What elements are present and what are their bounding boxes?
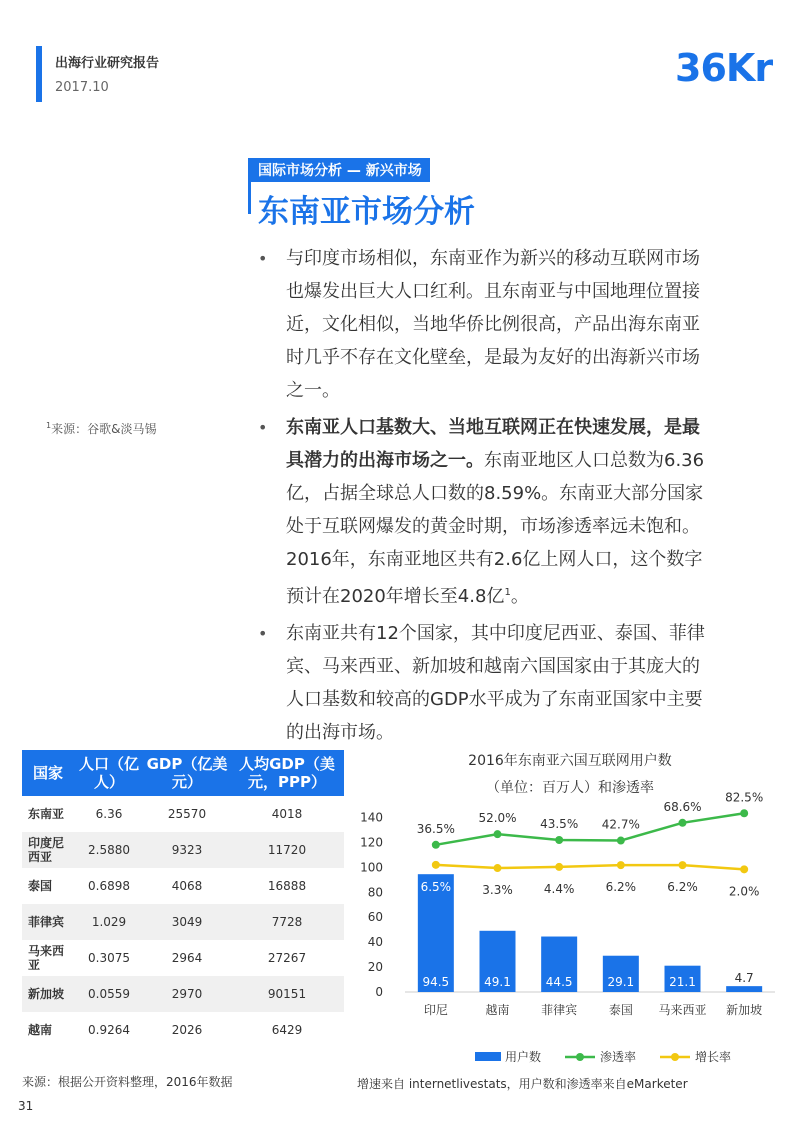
bar-value-label: 44.5	[545, 975, 573, 989]
col-header-population: 人口（亿人）	[74, 750, 144, 796]
cell-country: 泰国	[28, 879, 53, 893]
growth-point	[432, 861, 440, 869]
y-tick-label: 100	[360, 860, 383, 875]
cell-gdp: 4068	[171, 879, 203, 893]
bullet-item	[256, 242, 710, 407]
penetration-point	[679, 819, 687, 827]
source-note-right: 增速来自 internetlivestats，用户数和渗透率来自eMarketer	[357, 1077, 688, 1091]
y-tick-label: 80	[367, 885, 383, 900]
penetration-point	[494, 830, 502, 838]
growth-label: 2.0%	[728, 884, 760, 899]
bullet-item	[256, 617, 710, 749]
penetration-point	[432, 841, 440, 849]
table-row	[22, 796, 344, 832]
y-tick-label: 0	[375, 985, 383, 999]
bar-value-label: 49.1	[484, 975, 511, 989]
bullet-bold: 东南亚人口基数大、当地互联网正在快速发展，是最具潜力的出海市场之一。	[286, 417, 700, 471]
penetration-label: 52.0%	[478, 811, 517, 826]
cell-gdp-per-capita: 4018	[271, 807, 303, 821]
report-title: 出海行业研究报告	[55, 56, 160, 71]
penetration-label: 68.6%	[663, 799, 702, 814]
x-tick-label: 新加坡	[726, 1003, 763, 1017]
cell-gdp-per-capita: 7728	[230, 904, 344, 940]
source-note-left: 来源：根据公开资料整理，2016年数据	[22, 1075, 233, 1089]
bar-value-label: 21.1	[669, 975, 696, 989]
penetration-label: 82.5%	[725, 790, 764, 805]
cell-country: 印度尼西亚	[22, 832, 74, 868]
cell-gdp-per-capita: 6429	[271, 1023, 303, 1037]
cell-gdp: 9323	[144, 832, 230, 868]
cell-population: 0.6898	[88, 879, 130, 893]
bullet-item	[256, 411, 710, 613]
growth-point	[555, 863, 563, 871]
footnote-text: 来源：谷歌&淡马锡	[51, 422, 157, 436]
penetration-point	[740, 809, 748, 817]
x-tick-label: 马来西亚	[658, 1003, 707, 1017]
growth-point	[617, 861, 625, 869]
section-label: 国际市场分析 — 新兴市场	[250, 158, 430, 182]
legend-swatch-users	[475, 1052, 501, 1061]
chart-title: 2016年东南亚六国互联网用户数	[468, 753, 672, 769]
growth-label: 4.4%	[543, 881, 575, 896]
bullet-text: 东南亚地区人口总数为6.36亿，占据全球总人口数的8.59%。东南亚大部分国家处于互联网爆发的黄金时期，市场渗透率远未饱和。2016年，东南亚地区共有2.6亿上网人口，这个数字预计在2020年增长至4.8亿	[286, 450, 705, 607]
table-row	[22, 976, 344, 1012]
bar-新加坡	[726, 986, 762, 992]
growth-label: 6.2%	[605, 880, 637, 895]
cell-country: 东南亚	[28, 807, 65, 821]
internet-users-chart	[350, 790, 780, 1075]
legend-marker-penetration	[576, 1053, 584, 1061]
y-tick-label: 140	[360, 810, 383, 825]
cell-gdp: 25570	[167, 807, 207, 821]
penetration-label: 42.7%	[601, 817, 640, 832]
growth-line	[436, 865, 744, 869]
table-row	[22, 940, 344, 976]
growth-point	[679, 861, 687, 869]
legend-marker-growth	[671, 1053, 679, 1061]
cell-population: 0.9264	[88, 1023, 130, 1037]
growth-point	[740, 865, 748, 873]
cell-gdp-per-capita: 11720	[230, 832, 344, 868]
table-header-row	[22, 750, 344, 796]
x-tick-label: 菲律宾	[541, 1003, 578, 1017]
table-row	[22, 904, 344, 940]
cell-population: 6.36	[95, 807, 123, 821]
cell-country: 菲律宾	[22, 904, 74, 940]
legend-label-penetration: 渗透率	[600, 1050, 637, 1064]
y-tick-label: 120	[360, 835, 383, 850]
footnote-marker: 1	[46, 421, 52, 430]
table-row	[22, 832, 344, 868]
table-row	[22, 868, 344, 904]
growth-label: 6.5%	[420, 879, 452, 894]
bullet-text: 与印度市场相似，东南亚作为新兴的移动互联网市场也爆发出巨大人口红利。且东南亚与中国地理位置接近，文化相似，当地华侨比例很高，产品出海东南亚时几乎不存在文化壁垒，是最为友好的出海新兴市场之一。	[286, 248, 700, 401]
cell-gdp: 2026	[171, 1023, 203, 1037]
bullet-footnote-ref: 1	[504, 587, 511, 598]
bullet-list	[256, 242, 710, 753]
page-number: 31	[18, 1099, 34, 1113]
growth-point	[494, 864, 502, 872]
bar-value-label: 4.7	[734, 971, 754, 986]
y-tick-label: 20	[367, 960, 383, 975]
logo-suffix: Kr	[725, 46, 773, 90]
bullet-tail: 。	[510, 586, 529, 607]
penetration-point	[555, 836, 563, 844]
bar-value-label: 94.5	[422, 975, 450, 989]
growth-label: 6.2%	[667, 880, 698, 895]
growth-label: 3.3%	[482, 883, 513, 898]
bar-value-label: 29.1	[607, 975, 635, 989]
x-tick-label: 泰国	[608, 1003, 633, 1017]
country-data-table	[22, 750, 344, 1048]
footnote	[46, 420, 156, 437]
bullet-text: 东南亚共有12个国家，其中印度尼西亚、泰国、菲律宾、马来西亚、新加坡和越南六国国家由于其庞大的人口基数和较高的GDP水平成为了东南亚国家中主要的出海市场。	[286, 623, 705, 743]
col-header-gdp: GDP（亿美元）	[144, 750, 230, 796]
brand-logo	[675, 46, 772, 90]
report-date: 2017.10	[55, 80, 109, 95]
cell-gdp: 2964	[171, 951, 203, 965]
cell-gdp-per-capita: 90151	[230, 976, 344, 1012]
legend-label-users: 用户数	[505, 1050, 542, 1064]
legend-label-growth: 增长率	[695, 1050, 732, 1064]
cell-gdp-per-capita: 27267	[267, 951, 307, 965]
cell-gdp: 2970	[144, 976, 230, 1012]
cell-population: 0.3075	[88, 951, 130, 965]
logo-number: 36	[675, 46, 726, 90]
x-tick-label: 越南	[485, 1003, 510, 1017]
cell-country: 马来西亚	[28, 944, 65, 972]
cell-gdp-per-capita: 16888	[267, 879, 307, 893]
cell-country: 新加坡	[22, 976, 74, 1012]
col-header-gdp-per-capita: 人均GDP（美元，PPP）	[230, 750, 344, 796]
y-tick-label: 40	[367, 935, 383, 950]
cell-country: 越南	[28, 1023, 53, 1037]
chart-subtitle: （单位：百万人）和渗透率	[486, 780, 654, 796]
cell-population: 0.0559	[74, 976, 144, 1012]
col-header-country: 国家	[22, 750, 74, 796]
penetration-point	[617, 837, 625, 845]
x-tick-label: 印尼	[423, 1003, 448, 1017]
penetration-label: 36.5%	[416, 821, 455, 836]
cell-population: 2.5880	[74, 832, 144, 868]
header-accent-bar	[36, 46, 42, 102]
cell-gdp: 3049	[144, 904, 230, 940]
cell-population: 1.029	[74, 904, 144, 940]
y-tick-label: 60	[367, 910, 383, 925]
section-title: 东南亚市场分析	[258, 194, 475, 230]
table-row	[22, 1012, 344, 1048]
chart-title-block	[360, 748, 780, 805]
penetration-label: 43.5%	[540, 817, 579, 832]
